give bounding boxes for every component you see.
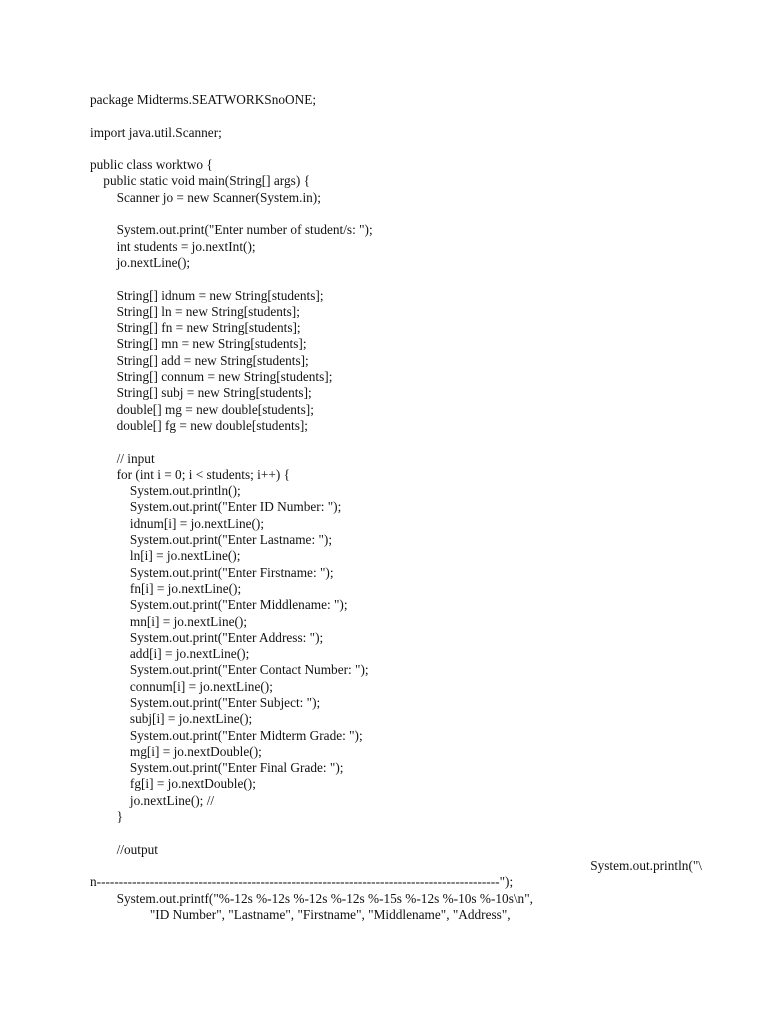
code-line: int students = jo.nextInt();: [90, 238, 256, 254]
code-line: import java.util.Scanner;: [90, 124, 222, 140]
code-line: String[] fn = new String[students];: [90, 320, 301, 336]
code-line: String[] add = new String[students];: [90, 352, 309, 368]
code-line: [90, 825, 690, 841]
code-line: System.out.print("Enter Contact Number: ");: [90, 662, 369, 678]
code-line-printf-args: "ID Number", "Lastname", "Firstname", "Middlename", "Address",: [90, 906, 511, 922]
code-line: System.out.print("Enter Middlename: ");: [90, 597, 348, 613]
code-line: String[] idnum = new String[students];: [90, 287, 324, 303]
code-line-wrapped-end: n-------------------------------------------------------------------------------------------");: [90, 874, 514, 890]
code-line: ln[i] = jo.nextLine();: [90, 548, 241, 564]
code-line: jo.nextLine(); //: [90, 792, 215, 808]
code-line: System.out.print("Enter Address: ");: [90, 629, 324, 645]
code-line: jo.nextLine();: [90, 254, 191, 270]
code-line: String[] connum = new String[students];: [90, 369, 333, 385]
code-line: for (int i = 0; i < students; i++) {: [90, 466, 290, 482]
code-line: System.out.print("Enter Subject: ");: [90, 694, 321, 710]
code-line: }: [90, 809, 123, 825]
code-line: System.out.print("Enter Midterm Grade: ");: [90, 727, 363, 743]
code-line: // input: [90, 450, 155, 466]
code-line: System.out.print("Enter Lastname: ");: [90, 532, 333, 548]
code-line: System.out.print("Enter Firstname: ");: [90, 564, 334, 580]
code-line: mn[i] = jo.nextLine();: [90, 613, 248, 629]
code-line-printf: System.out.printf("%-12s %-12s %-12s %-12s %-15s %-12s %-10s %-10s\n",: [90, 890, 533, 906]
code-line: public static void main(String[] args) {: [90, 173, 310, 189]
code-line: System.out.println();: [90, 483, 241, 499]
code-line-wrapped-start: System.out.println("\: [590, 857, 702, 873]
code-line: System.out.print("Enter Final Grade: ");: [90, 760, 344, 776]
code-line: double[] mg = new double[students];: [90, 401, 314, 417]
code-line: connum[i] = jo.nextLine();: [90, 678, 273, 694]
code-line: //output: [90, 841, 158, 857]
code-line: System.out.print("Enter ID Number: ");: [90, 499, 342, 515]
code-line: [90, 206, 690, 222]
code-line: fg[i] = jo.nextDouble();: [90, 776, 256, 792]
code-line: [90, 141, 690, 157]
code-line: [90, 434, 690, 450]
code-line: package Midterms.SEATWORKSnoONE;: [90, 92, 317, 107]
code-line: Scanner jo = new Scanner(System.in);: [90, 189, 321, 205]
code-line: double[] fg = new double[students];: [90, 417, 308, 433]
code-line: System.out.print("Enter number of student/s: ");: [90, 222, 373, 238]
code-line: String[] ln = new String[students];: [90, 303, 300, 319]
code-line: subj[i] = jo.nextLine();: [90, 711, 253, 727]
code-line: idnum[i] = jo.nextLine();: [90, 515, 265, 531]
code-line: public class worktwo {: [90, 157, 213, 173]
code-line: fn[i] = jo.nextLine();: [90, 580, 242, 596]
code-line: [90, 108, 690, 124]
code-line: mg[i] = jo.nextDouble();: [90, 743, 262, 759]
code-line: String[] mn = new String[students];: [90, 336, 307, 352]
code-line: add[i] = jo.nextLine();: [90, 646, 250, 662]
code-line: String[] subj = new String[students];: [90, 385, 312, 401]
code-listing: [90, 92, 702, 923]
code-line: [90, 271, 690, 287]
